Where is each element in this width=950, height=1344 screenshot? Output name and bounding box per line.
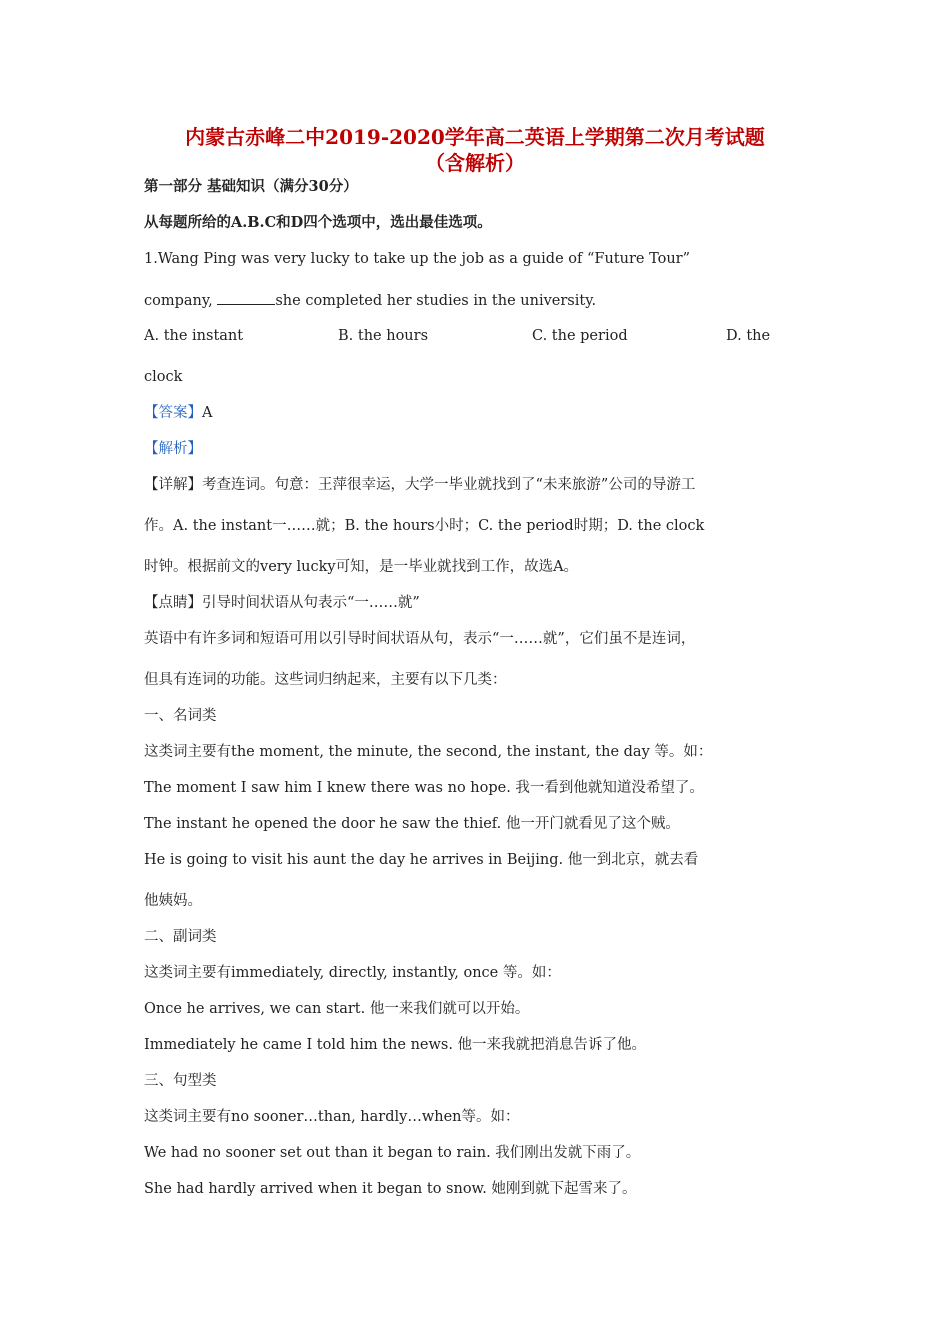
answer-blank (217, 290, 275, 305)
body-line-2: 但具有连词的功能。这些词归纳起来，主要有以下几类： (144, 672, 507, 688)
option-d: D. the (726, 328, 771, 344)
question-stem-before-blank: company, (144, 293, 218, 309)
body-line-13: 三、句型类 (144, 1073, 217, 1089)
tip-line (144, 593, 420, 613)
body-line-4: 这类词主要有the moment, the minute, the second, the instant, the day 等。如： (144, 744, 713, 760)
body-line-1: 英语中有许多词和短语可用以引导时间状语从句，表示“一……就”，它们虽不是连词， (144, 631, 696, 647)
body-line-5: The moment I saw him I knew there was no hope. 我一看到他就知道没希望了。 (144, 780, 704, 796)
detail-label: 【详解】 (144, 477, 202, 493)
tip-label: 【点睛】 (144, 595, 202, 611)
body-line-9: 二、副词类 (144, 929, 217, 945)
body-line-3: 一、名词类 (144, 708, 217, 724)
answer-line (144, 403, 212, 423)
option-b: B. the hours (338, 328, 429, 344)
body-line-16: She had hardly arrived when it began to snow. 她刚到就下起雪来了。 (144, 1181, 637, 1197)
body-line-8: 他姨妈。 (144, 893, 202, 909)
analysis-label: 【解析】 (144, 441, 202, 457)
question-stem-line1: 1.Wang Ping was very lucky to take up the job as a guide of “Future Tour” (144, 251, 691, 267)
detail-line1 (144, 475, 695, 495)
section-instruction: 从每题所给的A.B.C和D四个选项中，选出最佳选项。 (144, 214, 492, 231)
body-line-11: Once he arrives, we can start. 他一来我们就可以开始。 (144, 1001, 530, 1017)
section-heading: 第一部分 基础知识（满分30分） (144, 178, 358, 195)
answer-value: A (202, 405, 213, 421)
body-line-6: The instant he opened the door he saw the thief. 他一开门就看见了这个贼。 (144, 816, 680, 832)
question-stem-after-blank: she completed her studies in the university. (275, 293, 597, 309)
question-stem-line2 (144, 290, 596, 311)
body-line-10: 这类词主要有immediately, directly, instantly, once 等。如： (144, 965, 561, 981)
document-title-line1: 内蒙古赤峰二中2019-2020学年高二英语上学期第二次月考试题 (185, 125, 765, 149)
tip-text: 引导时间状语从句表示“一……就” (202, 595, 420, 611)
body-line-14: 这类词主要有no sooner…than, hardly…when等。如： (144, 1109, 520, 1125)
body-line-12: Immediately he came I told him the news. 他一来我就把消息告诉了他。 (144, 1037, 647, 1053)
detail-line2: 作。A. the instant一……就；B. the hours小时；C. the period时期；D. the clock (144, 518, 705, 534)
option-a: A. the instant (144, 328, 244, 344)
detail-text-line1: 考查连词。句意：王萍很幸运，大学一毕业就找到了“未来旅游”公司的导游工 (202, 477, 696, 493)
option-d-continued: clock (144, 369, 183, 385)
body-line-15: We had no sooner set out than it began to rain. 我们刚出发就下雨了。 (144, 1145, 641, 1161)
answer-label: 【答案】 (144, 405, 202, 421)
document-title-line2: （含解析） (425, 151, 525, 175)
detail-line3: 时钟。根据前文的very lucky可知，是一毕业就找到工作，故选A。 (144, 559, 579, 575)
option-c: C. the period (532, 328, 628, 344)
body-line-7: He is going to visit his aunt the day he arrives in Beijing. 他一到北京，就去看 (144, 852, 699, 868)
